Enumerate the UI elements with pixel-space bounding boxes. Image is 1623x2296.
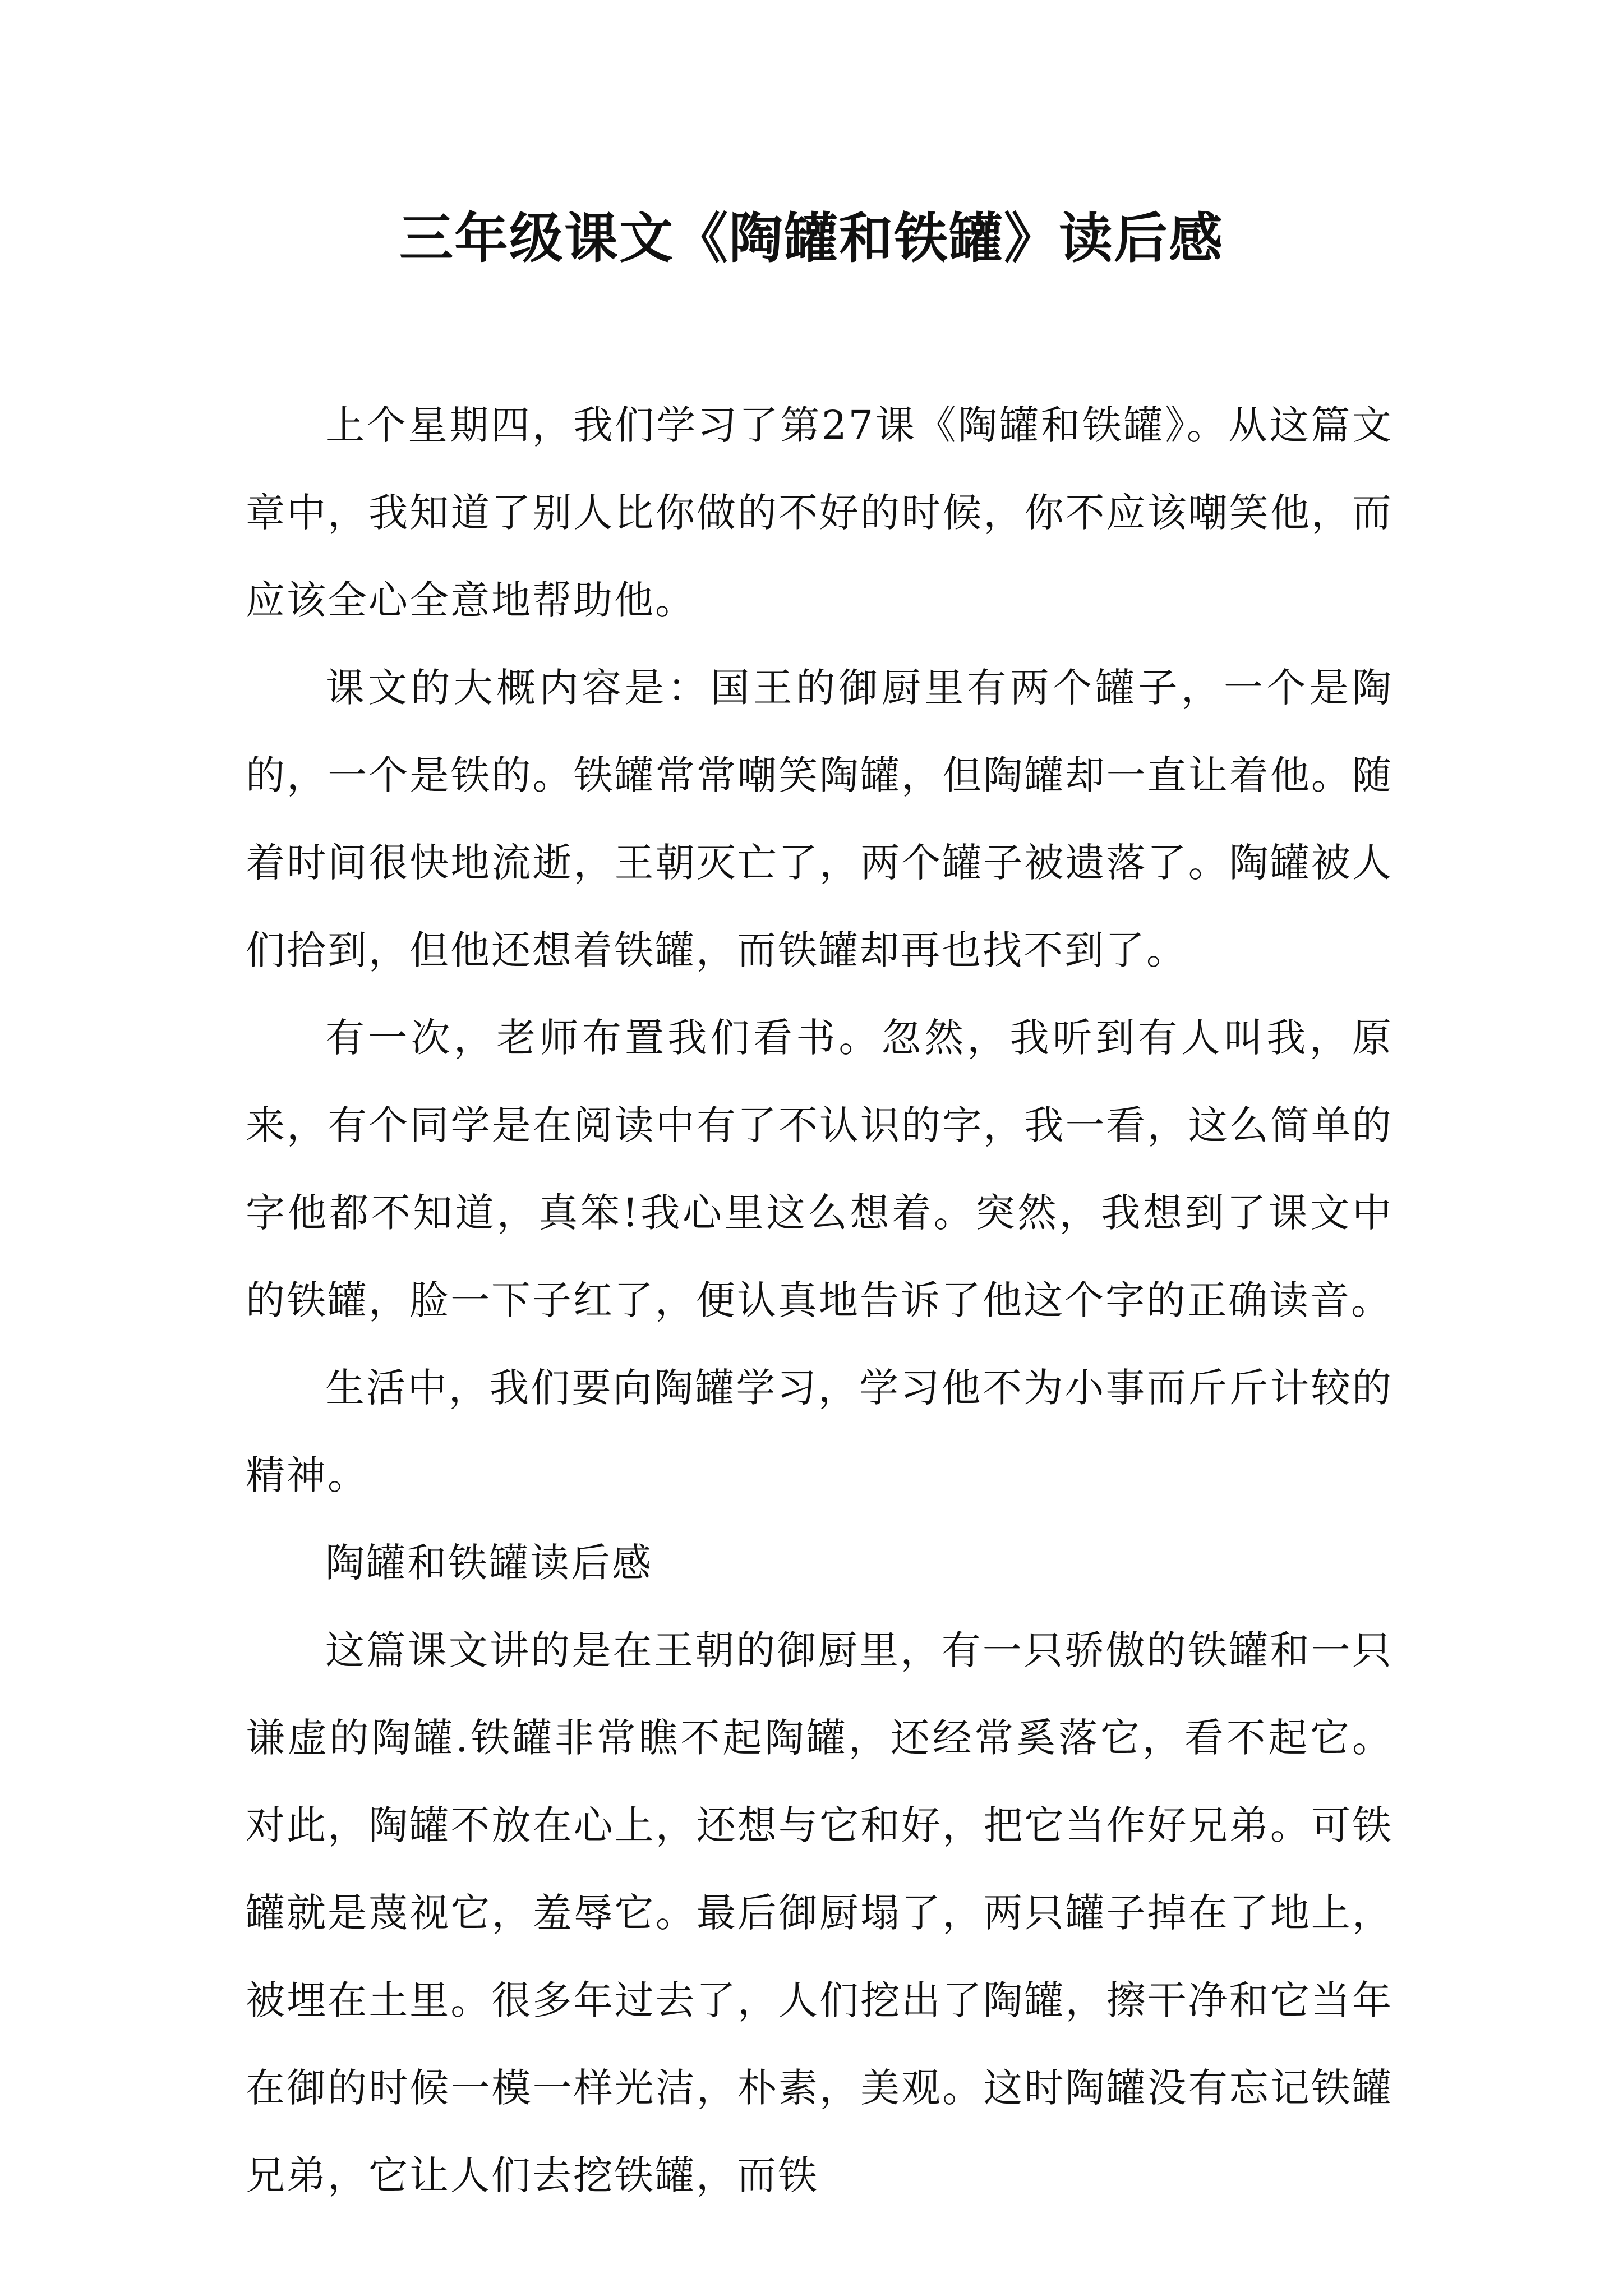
- document-body: [246, 381, 1393, 2219]
- document-title: 三年级课文《陶罐和铁罐》读后感: [399, 207, 1224, 270]
- paragraph-conclusion: 生活中，我们要向陶罐学习，学习他不为小事而斤斤计较的精神。: [246, 1365, 1393, 1498]
- paragraph-second-essay: 这篇课文讲的是在王朝的御厨里，有一只骄傲的铁罐和一只谦虚的陶罐.铁罐非常瞧不起陶罐，还经常奚落它，看不起它。对此，陶罐不放在心上，还想与它和好，把它当作好兄弟。可铁罐就是蔑视它，羞辱它。最后御厨塌了，两只罐子掉在了地上，被埋在土里。很多年过去了，人们挖出了陶罐，擦干净和它当年在御的时候一模一样光洁，朴素，美观。这时陶罐没有忘记铁罐兄弟，它让人们去挖铁罐，而铁: [246, 1627, 1393, 2198]
- paragraph-intro: 上个星期四，我们学习了第27课《陶罐和铁罐》。从这篇文章中，我知道了别人比你做的不好的时候，你不应该嘲笑他，而应该全心全意地帮助他。: [246, 402, 1393, 623]
- section-heading: 陶罐和铁罐读后感: [325, 1540, 653, 1586]
- paragraph-summary: 课文的大概内容是：国王的御厨里有两个罐子，一个是陶的，一个是铁的。铁罐常常嘲笑陶罐，但陶罐却一直让着他。随着时间很快地流逝，王朝灭亡了，两个罐子被遗落了。陶罐被人们拾到，但他还想着铁罐，而铁罐却再也找不到了。: [246, 665, 1393, 973]
- paragraph-experience: 有一次，老师布置我们看书。忽然，我听到有人叫我，原来，有个同学是在阅读中有了不认识的字，我一看，这么简单的字他都不知道，真笨!我心里这么想着。突然，我想到了课文中的铁罐，脸一下子红了，便认真地告诉了他这个字的正确读音。: [246, 1015, 1393, 1323]
